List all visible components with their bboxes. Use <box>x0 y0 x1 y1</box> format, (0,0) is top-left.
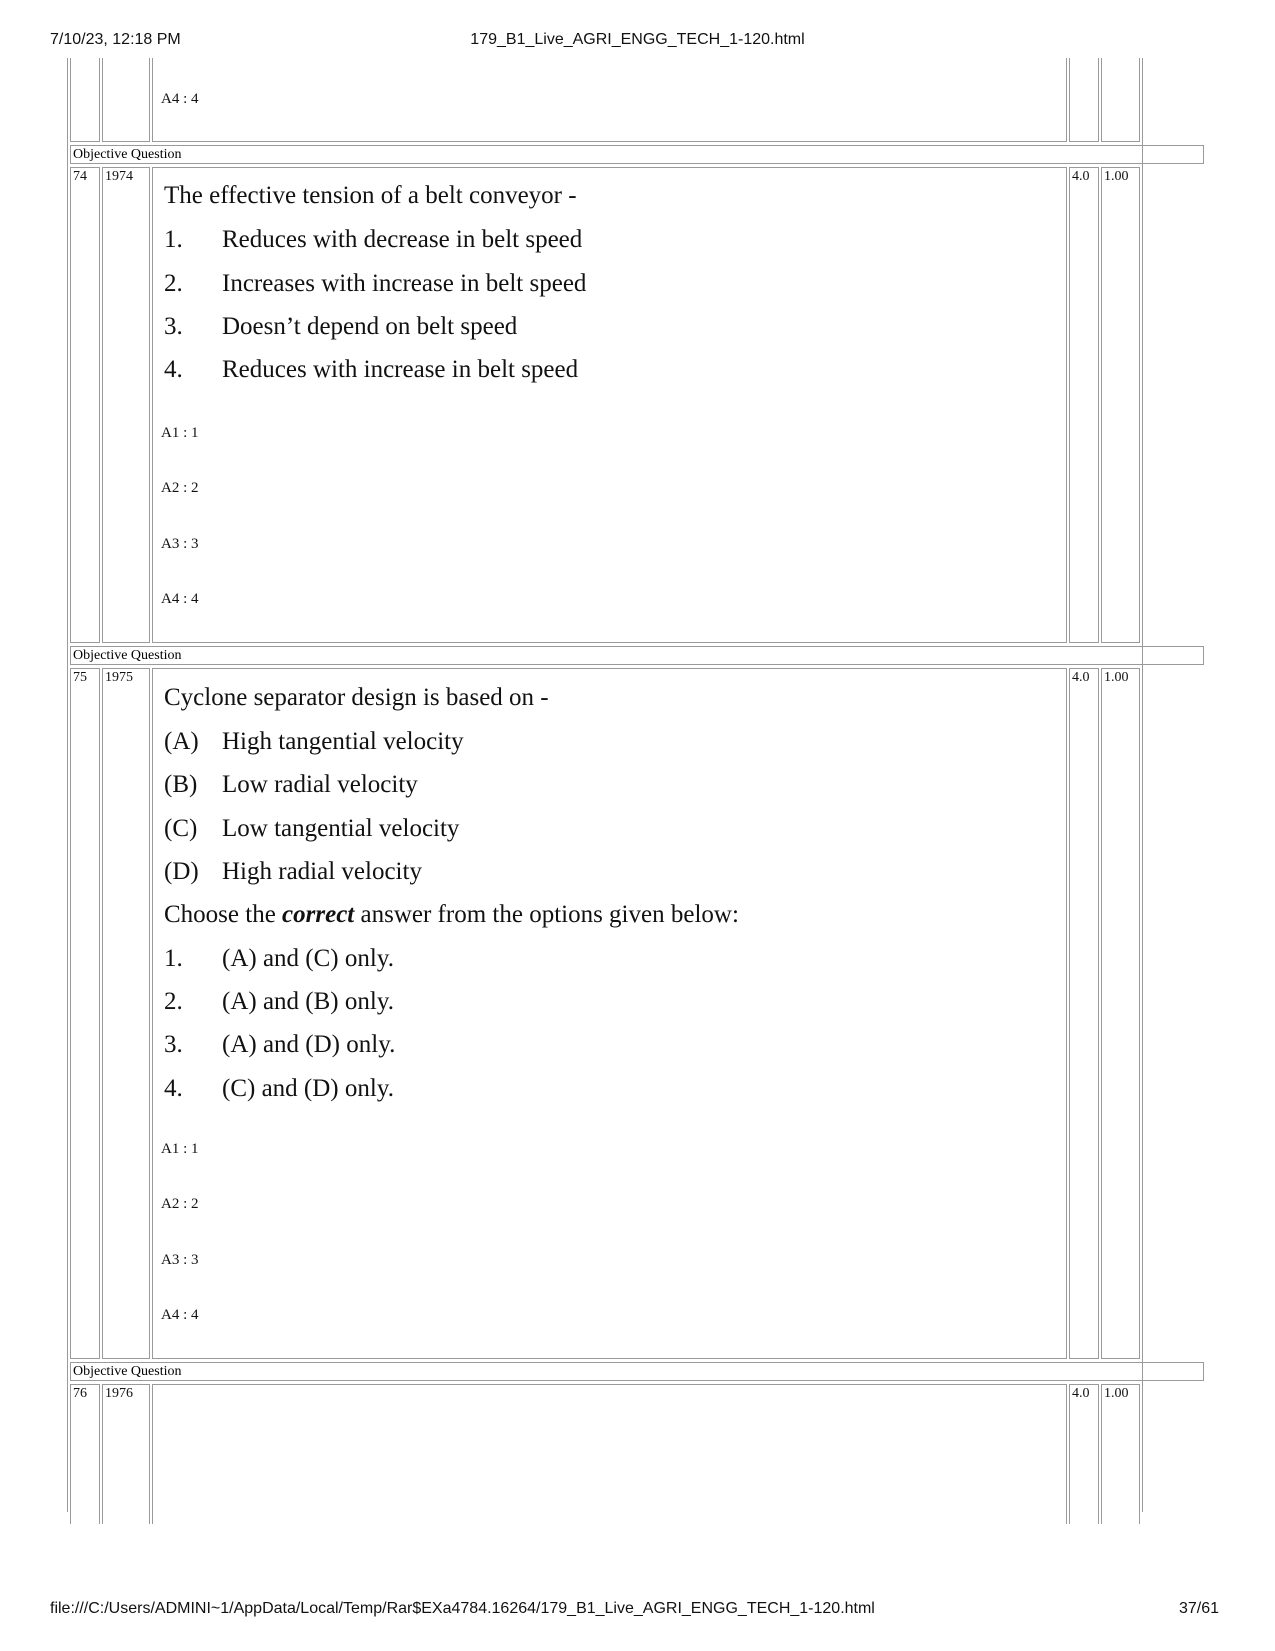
serial-number: 75 <box>73 670 87 685</box>
option-number: 4. <box>164 1075 183 1102</box>
option-number: 1. <box>164 945 183 972</box>
option-text: Doesn’t depend on belt speed <box>222 313 518 340</box>
answer-key: A2 : 2 <box>161 1196 199 1212</box>
question-id: 1974 <box>105 169 133 184</box>
option-number: 1. <box>164 226 183 253</box>
option-number: 2. <box>164 988 183 1015</box>
option-number: 2. <box>164 270 183 297</box>
question-id: 1975 <box>105 670 133 685</box>
answer-key: A2 : 2 <box>161 480 199 496</box>
statement-label: (D) <box>164 858 199 885</box>
statement-label: (A) <box>164 728 199 755</box>
option-number: 3. <box>164 1031 183 1058</box>
instruction: Choose the correct answer from the options given below: <box>164 901 739 928</box>
marks: 4.0 <box>1072 670 1090 685</box>
marks: 4.0 <box>1072 1386 1090 1401</box>
statement-text: High radial velocity <box>222 858 422 885</box>
answer-key: A1 : 1 <box>161 425 199 441</box>
question-id: 1976 <box>105 1386 133 1401</box>
statement-text: High tangential velocity <box>222 728 464 755</box>
emphasis-word: correct <box>282 901 355 928</box>
statement-text: Low tangential velocity <box>222 815 460 842</box>
marks: 4.0 <box>1072 169 1090 184</box>
answer-key: A3 : 3 <box>161 536 199 552</box>
question-stem: The effective tension of a belt conveyor - <box>164 182 577 209</box>
option-text: Reduces with decrease in belt speed <box>222 226 583 253</box>
serial-number: 74 <box>73 169 87 184</box>
negative-marks: 1.00 <box>1104 1386 1129 1401</box>
section-label: Objective Question <box>70 145 1204 164</box>
option-number: 4. <box>164 356 183 383</box>
answer-key: A4 : 4 <box>161 1307 199 1323</box>
option-text: (A) and (D) only. <box>222 1031 396 1058</box>
option-text: (A) and (B) only. <box>222 988 394 1015</box>
file-path: file:///C:/Users/ADMINI~1/AppData/Local/Temp/Rar$EXa4784.16264/179_B1_Live_AGRI_ENGG_TECH_1-120.html <box>50 1600 875 1617</box>
page-number: 37/61 <box>1178 1600 1219 1617</box>
answer-key: A4 : 4 <box>161 591 199 607</box>
negative-marks: 1.00 <box>1104 670 1129 685</box>
answer-key: A1 : 1 <box>161 1141 199 1157</box>
option-text: (A) and (C) only. <box>222 945 394 972</box>
option-number: 3. <box>164 313 183 340</box>
statement-label: (B) <box>164 771 198 798</box>
print-datetime: 7/10/23, 12:18 PM <box>50 31 181 48</box>
section-label: Objective Question <box>70 1362 1204 1381</box>
answer-key: A4 : 4 <box>161 91 199 107</box>
answer-key: A3 : 3 <box>161 1252 199 1268</box>
section-label: Objective Question <box>70 646 1204 665</box>
option-text: Increases with increase in belt speed <box>222 270 587 297</box>
document-title: 179_B1_Live_AGRI_ENGG_TECH_1-120.html <box>470 31 805 48</box>
negative-marks: 1.00 <box>1104 169 1129 184</box>
option-text: (C) and (D) only. <box>222 1075 394 1102</box>
statement-label: (C) <box>164 815 198 842</box>
question-stem: Cyclone separator design is based on - <box>164 684 549 711</box>
serial-number: 76 <box>73 1386 87 1401</box>
option-text: Reduces with increase in belt speed <box>222 356 579 383</box>
statement-text: Low radial velocity <box>222 771 418 798</box>
